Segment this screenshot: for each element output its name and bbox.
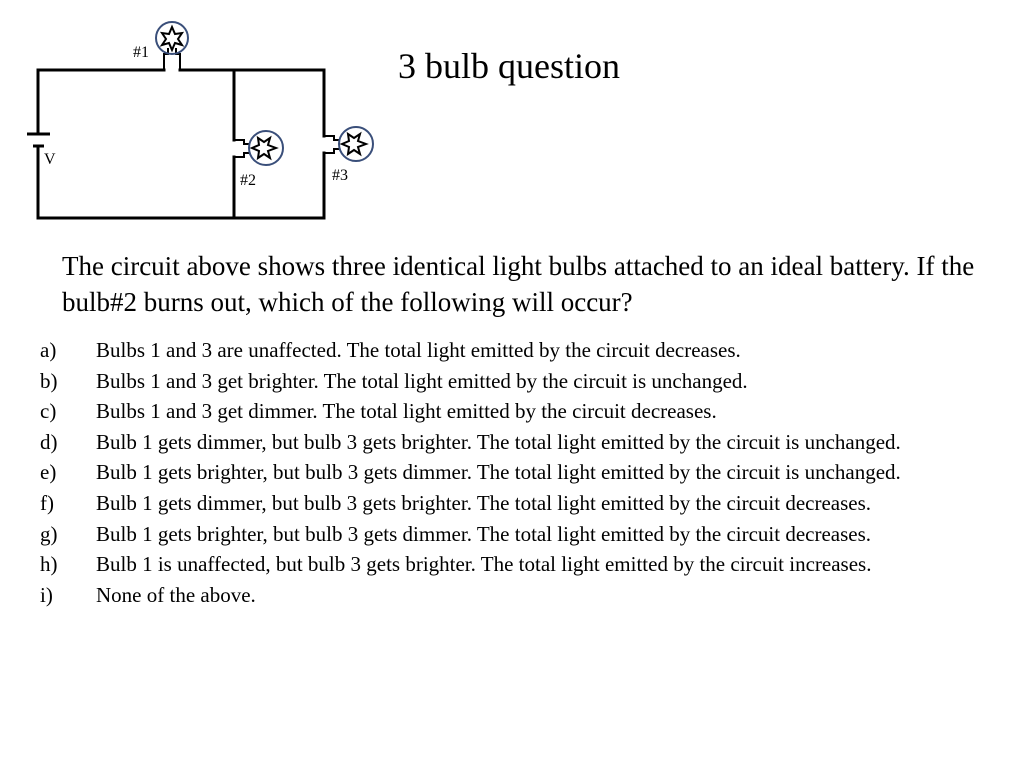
answer-letter: f): [40, 490, 54, 515]
answer-text: Bulb 1 gets brighter, but bulb 3 gets dimmer. The total light emitted by the circuit decreases.: [96, 521, 872, 546]
answer-letter: i): [40, 582, 53, 607]
answer-letter: g): [40, 521, 58, 546]
answer-list: [40, 335, 980, 610]
answer-option-i: [40, 580, 980, 611]
bulb-3-lead-bottom: [324, 149, 340, 153]
answer-letter: h): [40, 552, 58, 577]
answer-option-b: [40, 366, 980, 397]
answer-text: Bulbs 1 and 3 get dimmer. The total light emitted by the circuit decreases.: [96, 399, 717, 424]
answer-text: Bulb 1 is unaffected, but bulb 3 gets brighter. The total light emitted by the circuit increases.: [96, 552, 872, 577]
answer-text: Bulbs 1 and 3 are unaffected. The total light emitted by the circuit decreases.: [96, 338, 741, 362]
answer-option-d: [40, 427, 980, 458]
bulb-3-label: #3: [332, 167, 348, 184]
bulb-2-lead-top: [234, 140, 250, 144]
answer-option-g: [40, 519, 980, 550]
battery-symbol: [27, 134, 50, 146]
slide-title: 3 bulb question: [398, 46, 620, 86]
answer-option-h: [40, 549, 980, 580]
bulb-1-icon: [156, 22, 188, 70]
bulb-1-label: #1: [133, 44, 149, 61]
answer-text: Bulbs 1 and 3 get brighter. The total light emitted by the circuit is unchanged.: [96, 368, 748, 393]
answer-option-a: [40, 335, 980, 366]
answer-letter: c): [40, 399, 57, 424]
bulb-1-filament: [162, 27, 182, 50]
battery-label: V: [44, 151, 56, 168]
answer-text: Bulb 1 gets brighter, but bulb 3 gets dimmer. The total light emitted by the circuit is unchanged.: [96, 460, 901, 485]
answer-option-f: [40, 488, 980, 519]
answer-letter: b): [40, 368, 58, 393]
answer-letter: a): [40, 338, 57, 362]
bulb-3-icon: [324, 127, 373, 161]
answer-text: Bulb 1 gets dimmer, but bulb 3 gets brighter. The total light emitted by the circuit is unchanged.: [96, 429, 901, 454]
question-text: The circuit above shows three identical light bulbs attached to an ideal battery. If the bulb#2 burns out, which of the following will occur?: [62, 251, 975, 317]
bulb-3-lead-top: [324, 136, 340, 140]
bulb-2-icon: [234, 131, 283, 165]
answer-text: None of the above.: [96, 582, 256, 607]
bulb-2-lead-bottom: [234, 153, 250, 157]
answer-letter: d): [40, 429, 58, 454]
bulb-2-filament: [252, 138, 276, 158]
answer-letter: e): [40, 460, 57, 485]
answer-text: Bulb 1 gets dimmer, but bulb 3 gets brighter. The total light emitted by the circuit decreases.: [96, 490, 872, 515]
answer-option-e: [40, 457, 980, 488]
bulb-2-label: #2: [240, 172, 256, 189]
bulb-3-filament: [342, 134, 366, 154]
circuit-wires: [38, 70, 324, 218]
answer-option-c: [40, 396, 980, 427]
circuit-diagram: [0, 0, 400, 230]
